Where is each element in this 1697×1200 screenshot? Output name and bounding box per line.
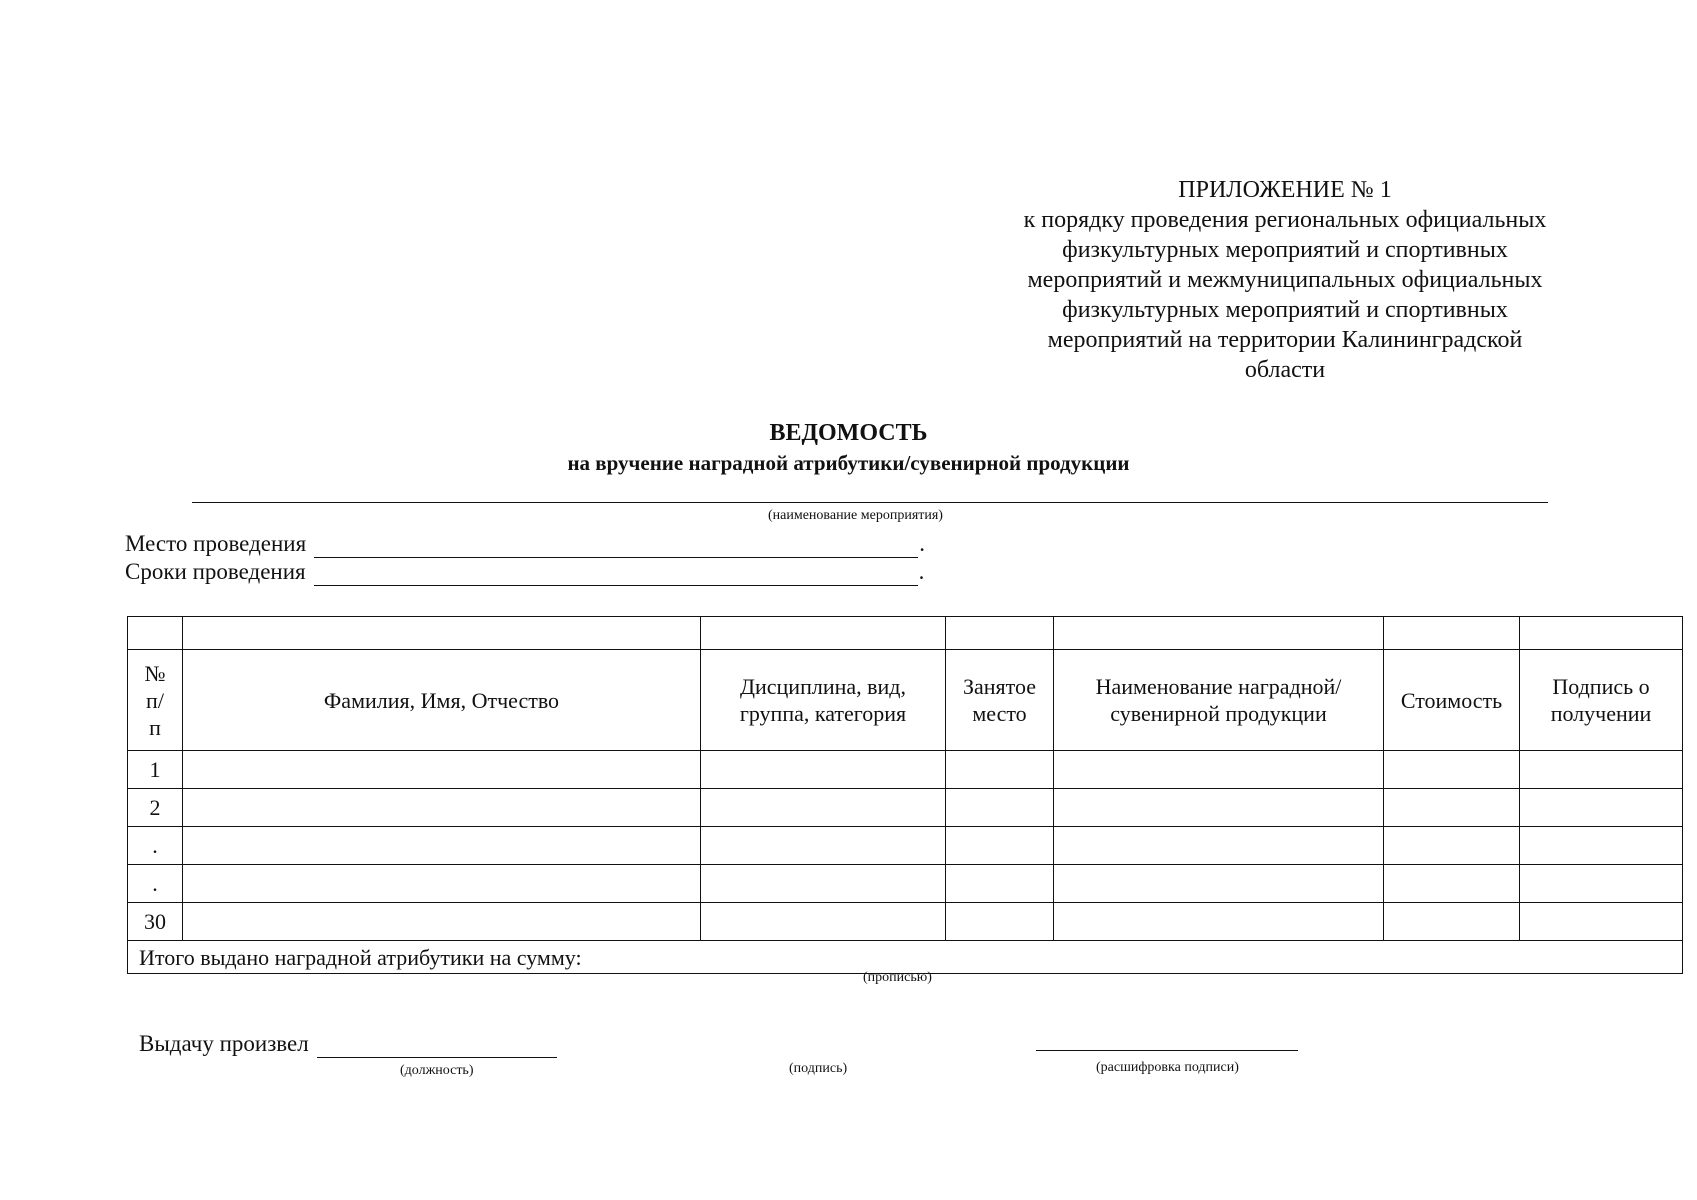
column-header-cost: Стоимость [1384, 650, 1520, 751]
table-cell[interactable] [1054, 865, 1384, 903]
appendix-text-line: к порядку проведения региональных официальных [1023, 207, 1547, 233]
appendix-title: ПРИЛОЖЕНИЕ № 1 [1178, 177, 1392, 203]
table-cell[interactable] [946, 865, 1054, 903]
table-cell[interactable] [946, 827, 1054, 865]
column-header-signature: Подпись о получении [1520, 650, 1683, 751]
column-header-award-name: Наименование наградной/сувенирной продукции [1054, 650, 1384, 751]
appendix-text-line: физкультурных мероприятий и спортивных [1062, 237, 1508, 263]
table-cell [1384, 617, 1520, 650]
table-cell[interactable] [701, 751, 946, 789]
table-cell [1520, 617, 1683, 650]
table-cell[interactable] [946, 789, 1054, 827]
table-cell[interactable] [1520, 751, 1683, 789]
table-row [128, 827, 1683, 865]
table-cell[interactable] [946, 751, 1054, 789]
table-cell[interactable] [1520, 827, 1683, 865]
place-end-mark: . [919, 531, 925, 556]
table-cell[interactable] [1054, 789, 1384, 827]
column-header-number: № п/п [128, 650, 183, 751]
dates-row [125, 558, 924, 586]
table-header-spacer-row [128, 617, 1683, 650]
table-cell[interactable] [1054, 903, 1384, 941]
event-name-caption: (наименование мероприятия) [768, 508, 943, 523]
row-number: 30 [128, 903, 183, 941]
table-row [128, 789, 1683, 827]
table-cell [183, 617, 701, 650]
table-cell[interactable] [1384, 751, 1520, 789]
table-cell[interactable] [1520, 865, 1683, 903]
table-cell[interactable] [1384, 903, 1520, 941]
table-cell[interactable] [1520, 903, 1683, 941]
appendix-text-line: физкультурных мероприятий и спортивных [1062, 297, 1508, 323]
table-total-row [128, 941, 1683, 974]
table-cell[interactable] [701, 789, 946, 827]
table-cell [1054, 617, 1384, 650]
event-name-field[interactable] [192, 502, 1548, 503]
table-cell[interactable] [946, 903, 1054, 941]
table-cell[interactable] [183, 827, 701, 865]
table-header-row [128, 650, 1683, 751]
document-title [0, 418, 1697, 478]
table-cell[interactable] [183, 865, 701, 903]
title-main: ВЕДОМОСТЬ [769, 420, 928, 446]
title-subtitle: на вручение наградной атрибутики/сувенирной продукции [567, 451, 1130, 475]
column-header-place-taken: Занятое место [946, 650, 1054, 751]
table-cell[interactable] [1384, 865, 1520, 903]
appendix-text-line: области [1244, 357, 1326, 383]
appendix-text-line: мероприятий и межмуниципальных официальных [1027, 267, 1543, 293]
position-caption: (должность) [400, 1063, 474, 1078]
total-label[interactable]: Итого выдано наградной атрибутики на сумму: [128, 941, 1683, 974]
table-cell [701, 617, 946, 650]
table-cell[interactable] [1054, 751, 1384, 789]
table-cell[interactable] [1520, 789, 1683, 827]
table-cell[interactable] [701, 865, 946, 903]
row-number: 1 [128, 751, 183, 789]
signature-decode-field[interactable] [1036, 1050, 1298, 1051]
dates-label: Сроки проведения [125, 559, 306, 584]
dates-field[interactable] [314, 565, 918, 586]
table-cell[interactable] [1054, 827, 1384, 865]
table-cell[interactable] [183, 903, 701, 941]
appendix-header [960, 175, 1610, 385]
row-number: . [128, 827, 183, 865]
table-row [128, 903, 1683, 941]
appendix-text-line: мероприятий на территории Калининградской [1047, 327, 1523, 353]
amount-in-words-caption: (прописью) [863, 970, 932, 985]
awards-table [127, 616, 1683, 974]
column-header-discipline: Дисциплина, вид, группа, категория [701, 650, 946, 751]
table-cell [128, 617, 183, 650]
table-row [128, 865, 1683, 903]
table-row [128, 751, 1683, 789]
position-field[interactable] [317, 1037, 557, 1058]
issued-by-row [139, 1030, 557, 1058]
table-cell[interactable] [701, 827, 946, 865]
signature-caption: (подпись) [789, 1061, 848, 1076]
table-cell [946, 617, 1054, 650]
place-label: Место проведения [125, 531, 307, 556]
place-field[interactable] [314, 537, 918, 558]
place-row [125, 530, 925, 558]
table-cell[interactable] [1384, 789, 1520, 827]
table-cell[interactable] [701, 903, 946, 941]
issued-by-label: Выдачу произвел [139, 1031, 309, 1056]
row-number: . [128, 865, 183, 903]
column-header-full-name: Фамилия, Имя, Отчество [183, 650, 701, 751]
decode-caption: (расшифровка подписи) [1096, 1060, 1239, 1075]
row-number: 2 [128, 789, 183, 827]
table-cell[interactable] [183, 751, 701, 789]
table-cell[interactable] [183, 789, 701, 827]
table-cell[interactable] [1384, 827, 1520, 865]
dates-end-mark: . [918, 559, 925, 584]
